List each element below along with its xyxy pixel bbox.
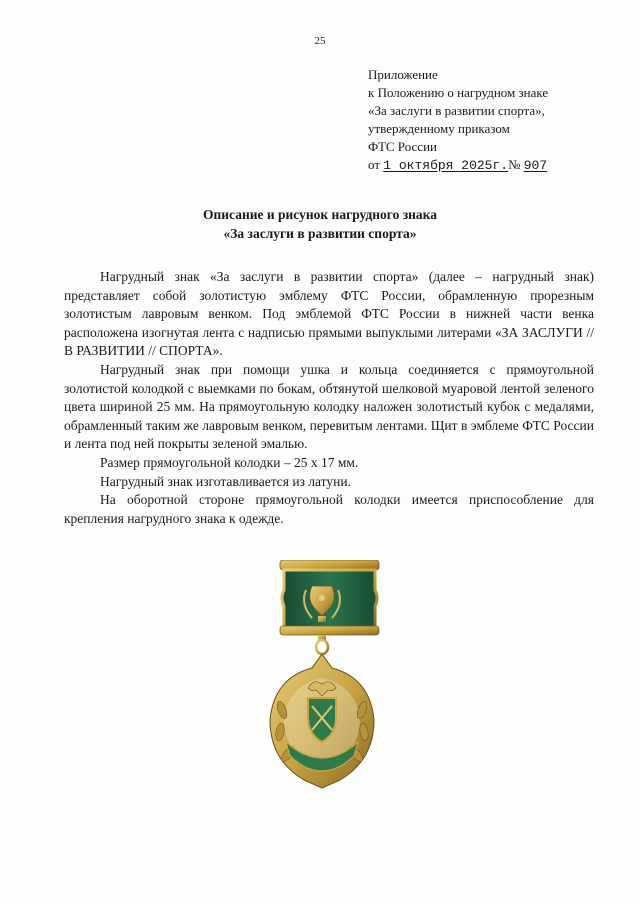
appendix-block — [368, 66, 548, 175]
badge-illustration — [262, 560, 387, 805]
wreath-medal — [270, 654, 374, 788]
paragraph: Нагрудный знак «За заслуги в развитии спорта» (далее – нагрудный знак) представляет собой золотистую эмблему ФТС России, обрамленную прорезным золотистым лавровым венком. Под эмблемой ФТС России в нижней части венка расположена изогнутая лента с надписью прямыми выпуклыми литерами «ЗА ЗАСЛУГИ // В РАЗВИТИИ // СПОРТА». — [64, 269, 594, 359]
page-number: 25 — [314, 35, 326, 47]
title-line-1: Описание и рисунок нагрудного знака — [202, 207, 437, 222]
order-line — [368, 156, 548, 175]
order-prefix: от — [368, 157, 381, 172]
document-title — [0, 205, 640, 243]
appendix-line: к Положению о нагрудном знаке — [368, 85, 549, 100]
paragraph: Нагрудный знак изготавливается из латуни. — [100, 473, 351, 489]
appendix-line: Приложение — [368, 67, 438, 82]
appendix-line: утвержденному приказом — [368, 121, 510, 136]
order-date: 1 октября 2025г. — [383, 158, 509, 173]
order-number: 907 — [523, 158, 548, 173]
paragraph: Нагрудный знак при помощи ушка и кольца соединяется с прямоугольной золотистой колодкой с выемками по бокам, обтянутой шелковой муаровой лентой зеленого цвета шириной 25 мм. На прямоугольную колодку наложен золотистый кубок с медалями, обрамленный таким же лавровым венком, перевитым лентами. Щит в эмблеме ФТС России и лента под ней покрыты зеленой эмалью. — [64, 361, 594, 452]
appendix-line: ФТС России — [368, 139, 437, 154]
paragraph: На оборотной стороне прямоугольной колодки имеется приспособление для крепления нагрудного знака к одежде. — [64, 492, 594, 526]
appendix-line: «За заслуги в развитии спорта», — [368, 103, 545, 118]
order-number-label: № — [508, 157, 521, 172]
title-line-2: «За заслуги в развитии спорта» — [223, 226, 417, 241]
description-body — [64, 268, 594, 528]
paragraph: Размер прямоугольной колодки – 25 х 17 мм. — [100, 454, 359, 470]
ring — [316, 635, 328, 654]
